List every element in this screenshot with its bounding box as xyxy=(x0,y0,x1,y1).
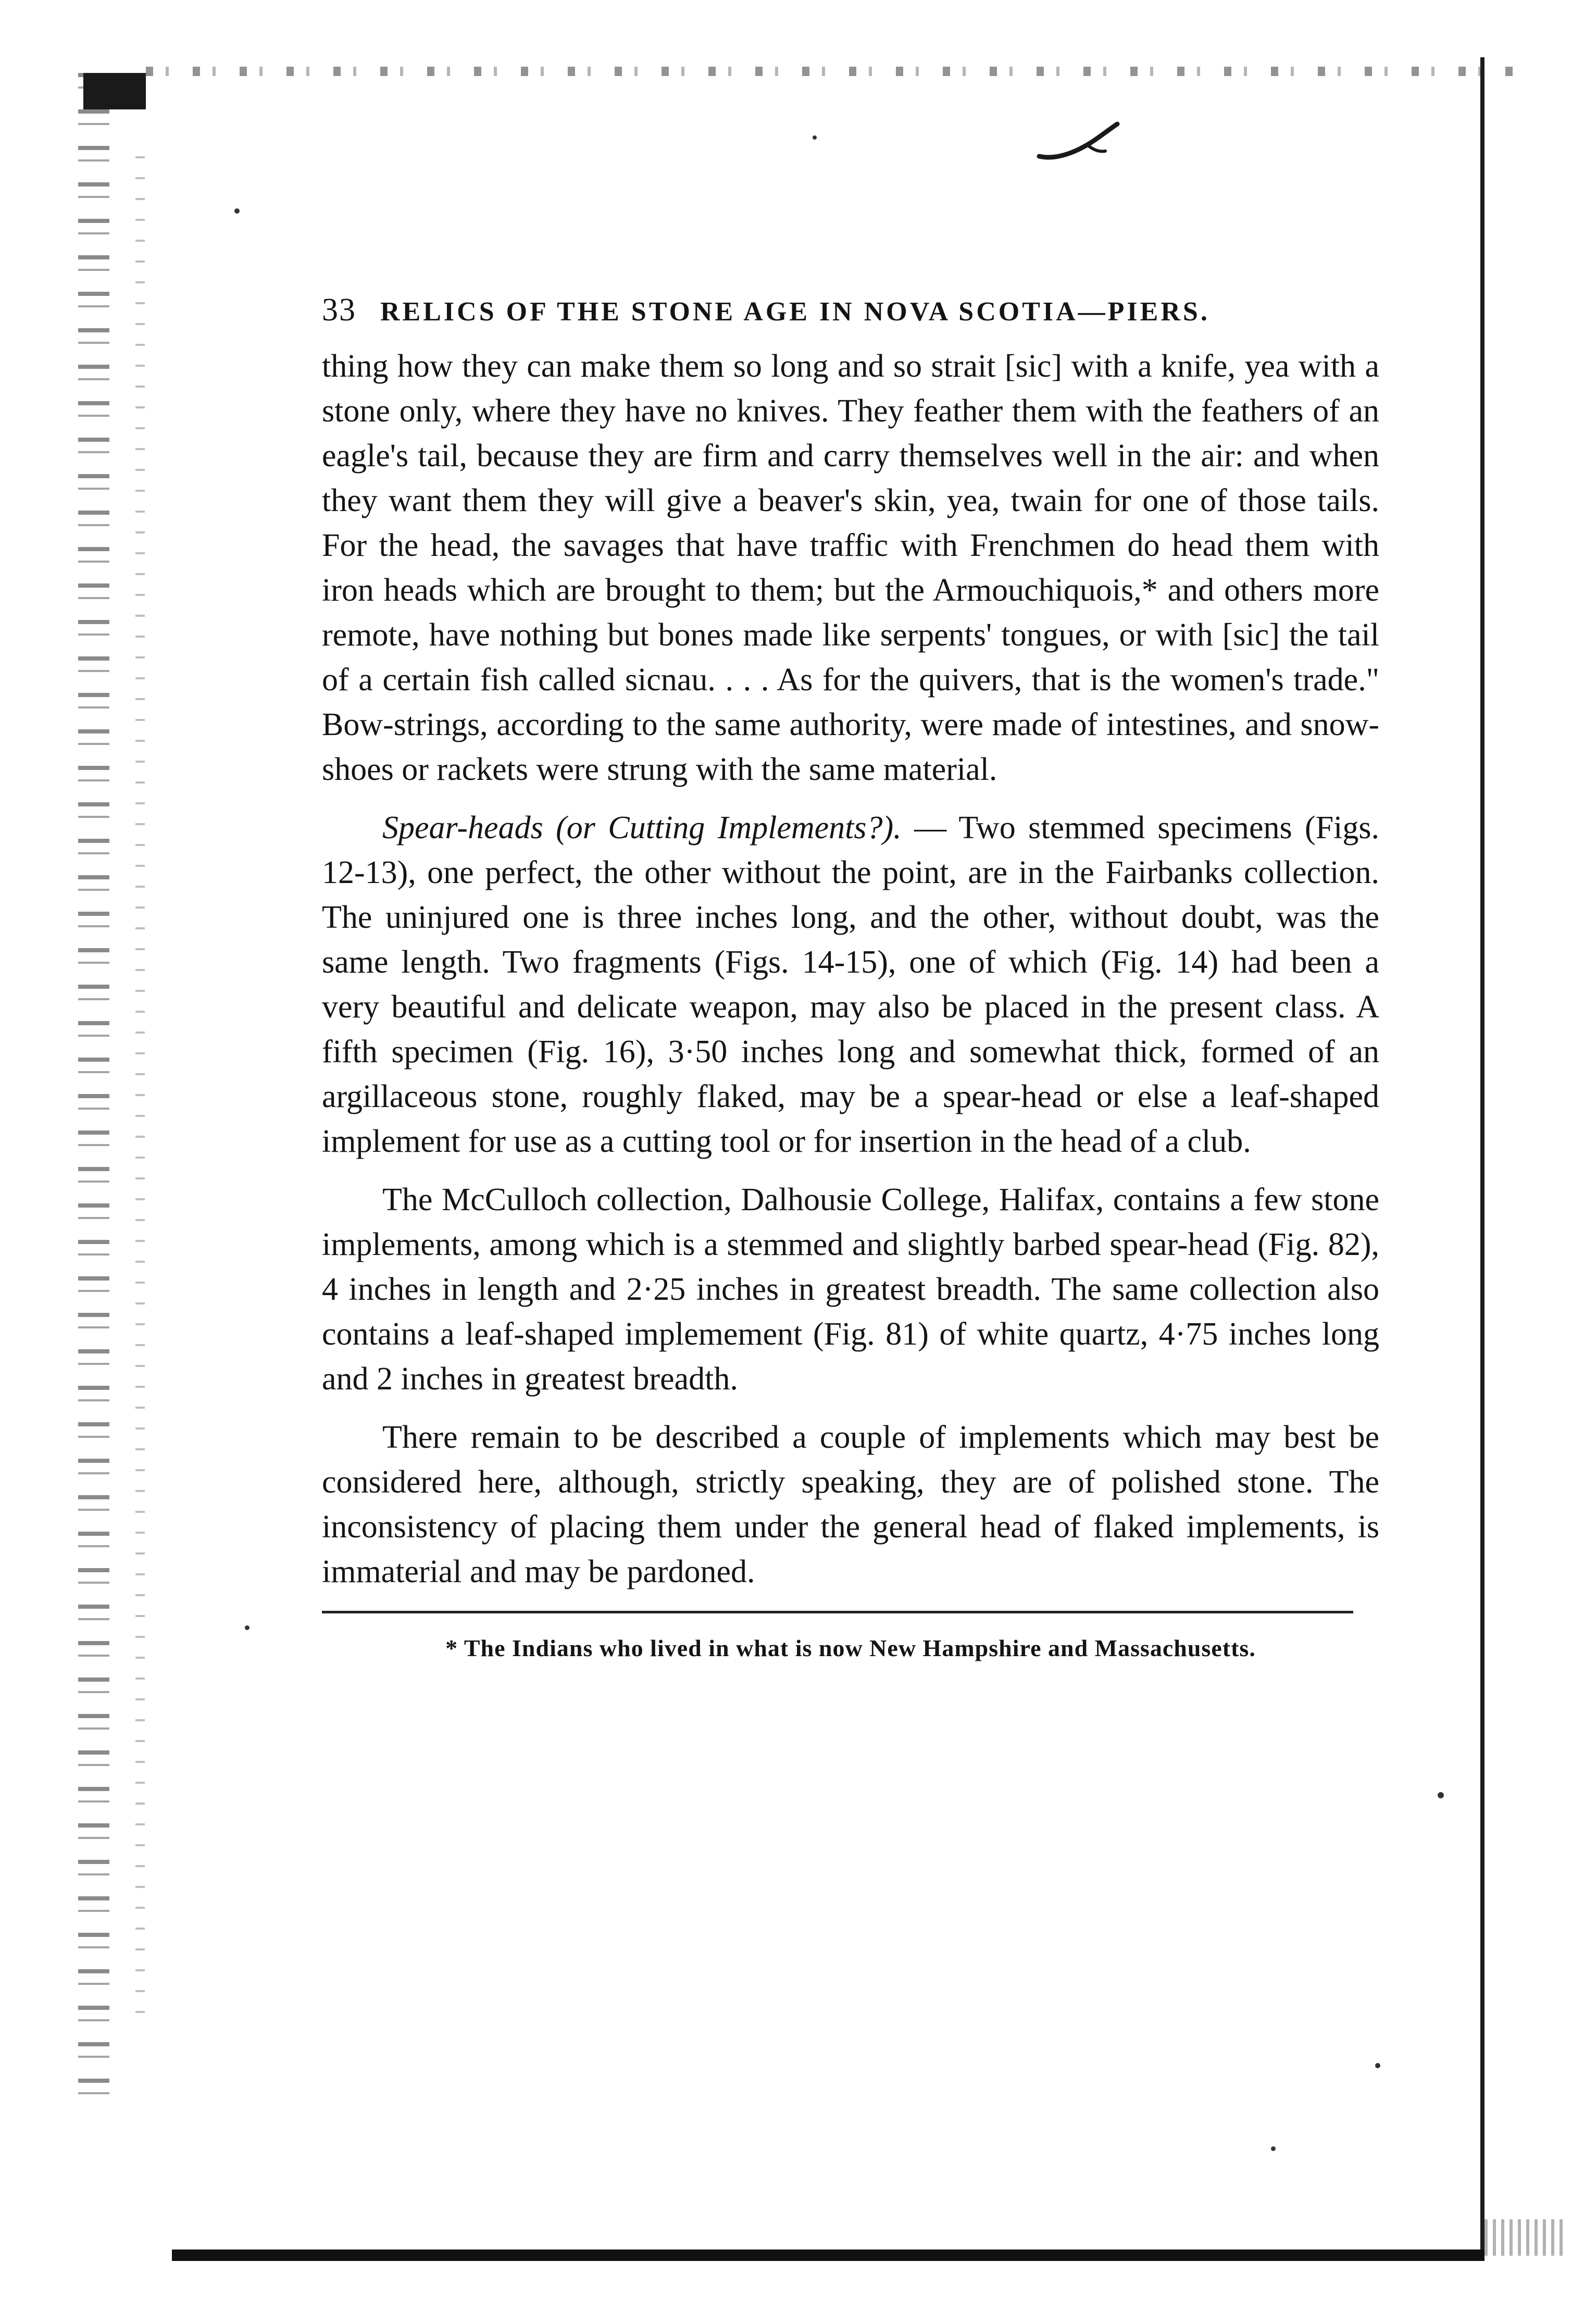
scan-corner-mark xyxy=(83,73,146,109)
scan-speck xyxy=(234,208,240,214)
section-heading-spear-heads: Spear-heads (or Cutting Implements?). xyxy=(382,810,902,846)
scan-speck xyxy=(1271,2146,1276,2151)
scan-speck xyxy=(1375,2063,1380,2068)
footnote: * The Indians who lived in what is now New Hampshire and Massachusetts. xyxy=(445,1635,1256,1661)
paragraph-polished-stone: There remain to be described a couple of implements which may best be considered here, although, strictly speaking, they are of polished stone. The inconsistency of placing them under the general head of flaked implements, is immaterial and may be pardoned. xyxy=(322,1420,1379,1589)
ink-flourish-mark xyxy=(1037,120,1120,161)
scan-speck xyxy=(813,135,817,140)
paragraph-spear-heads-text: — Two stemmed specimens (Figs. 12-13), one perfect, the other without the point, are in the Fairbanks collection. The uninjured one is three inches long, and the other, without doubt, was the same length. Two fragments (Figs. 14-15), one of which (Fig. 14) had been a very beautiful and delicate weapon, may also be placed in the present class. A fifth specimen (Fig. 16), 3·50 inches long and somewhat thick, formed of an argillaceous stone, roughly flaked, may be a spear-head or else a leaf-shaped implement for use as a cutting tool or for insertion in the head of a club. xyxy=(322,810,1379,1159)
book-page xyxy=(322,292,1379,1662)
scan-edge-left xyxy=(78,73,109,2105)
footnote-rule xyxy=(322,1611,1353,1613)
scan-speck xyxy=(245,1625,249,1630)
scan-bottom-noise xyxy=(1484,2219,1563,2256)
page-number: 33 xyxy=(322,292,356,328)
scan-right-edge xyxy=(1480,57,1484,2256)
scan-bottom-edge xyxy=(172,2250,1484,2261)
scan-speck xyxy=(1438,1792,1444,1798)
scan-edge-left-secondary xyxy=(135,156,145,2032)
paragraph-spear-heads xyxy=(322,805,1379,1164)
running-title: RELICS OF THE STONE AGE IN NOVA SCOTIA—PIERS. xyxy=(380,297,1210,327)
scan-top-edge xyxy=(146,67,1521,76)
paragraph-mcculloch-collection: The McCulloch collection, Dalhousie College, Halifax, contains a few stone implements, among which is a stemmed and slightly barbed spear-head (Fig. 82), 4 inches in length and 2·25 inches in greatest breadth. The same collection also contains a leaf-shaped implemement (Fig. 81) of white quartz, 4·75 inches long and 2 inches in greatest breadth. xyxy=(322,1182,1379,1397)
running-head xyxy=(322,292,1379,330)
paragraph-continuation: thing how they can make them so long and so strait [sic] with a knife, yea with a stone only, where they have no knives. They feather them with the feathers of an eagle's tail, because they are firm and carry themselves well in the air: and when they want them they will give a beaver's skin, yea, twain for one of those tails. For the head, the savages that have traffic with Frenchmen do head them with iron heads which are brought to them; but the Armouchiquois,* and others more remote, have nothing but bones made like serpents' tongues, or with [sic] the tail of a certain fish called sicnau. . . . As for the quivers, that is the women's trade." Bow-strings, according to the same authority, were made of intestines, and snow-shoes or rackets were strung with the same material. xyxy=(322,349,1379,787)
